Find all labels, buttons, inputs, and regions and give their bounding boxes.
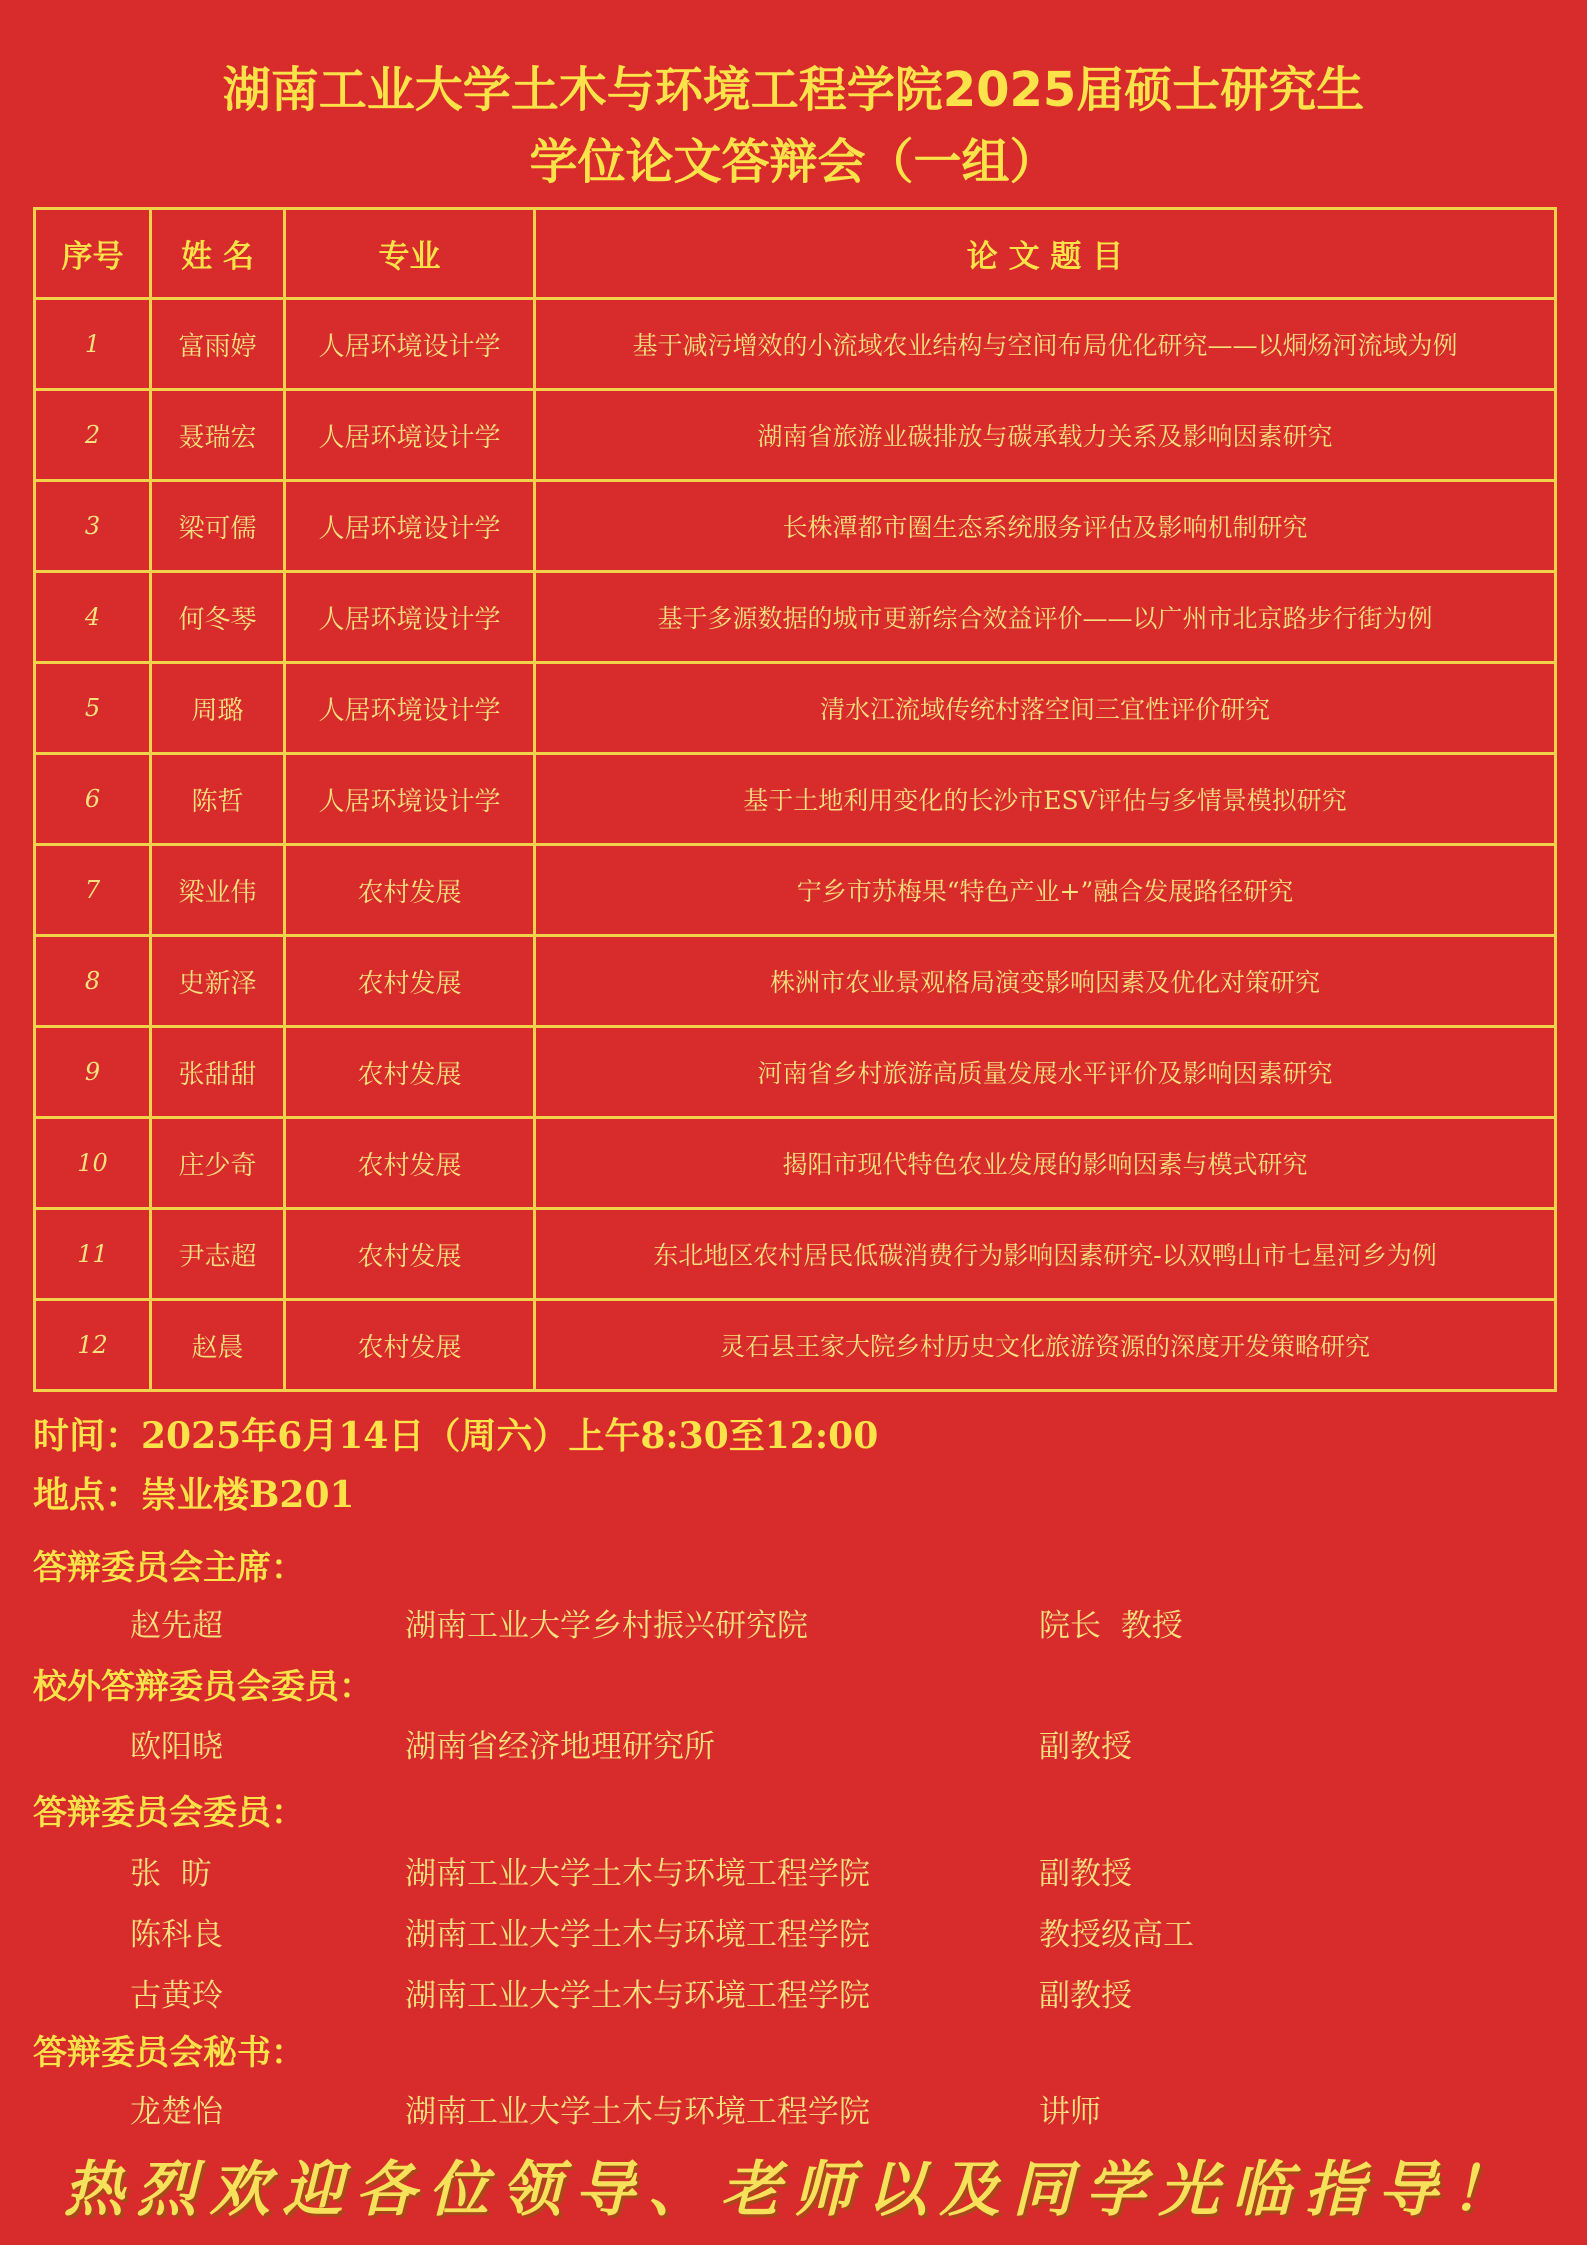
- member-organization: 湖南工业大学乡村振兴研究院: [405, 1608, 808, 1644]
- table-row: [35, 845, 1556, 936]
- page-subtitle: 学位论文答辩会（一组）: [529, 134, 1058, 190]
- student-major: 农村发展: [285, 936, 535, 1027]
- member-organization: 湖南工业大学土木与环境工程学院: [405, 1856, 870, 1892]
- thesis-title: 湖南省旅游业碳排放与碳承载力关系及影响因素研究: [535, 390, 1556, 481]
- student-name: 富雨婷: [151, 299, 285, 390]
- table-row: [35, 754, 1556, 845]
- table-header-row: [35, 209, 1556, 299]
- committee-member: [0, 1909, 1587, 1953]
- defense-schedule-table: [33, 207, 1557, 1392]
- member-title: 讲师: [1039, 2094, 1101, 2130]
- committee-member: [0, 1970, 1587, 2014]
- committee-heading: 答辩委员会秘书：: [33, 2033, 305, 2073]
- thesis-title: 株洲市农业景观格局演变影响因素及优化对策研究: [535, 936, 1556, 1027]
- table-row: [35, 1209, 1556, 1300]
- member-organization: 湖南工业大学土木与环境工程学院: [405, 2094, 870, 2130]
- student-major: 农村发展: [285, 1118, 535, 1209]
- student-name: 何冬琴: [151, 572, 285, 663]
- thesis-title: 灵石县王家大院乡村历史文化旅游资源的深度开发策略研究: [535, 1300, 1556, 1391]
- header-seq: 序号: [35, 209, 151, 299]
- table-row: [35, 481, 1556, 572]
- thesis-title: 宁乡市苏梅果“特色产业+”融合发展路径研究: [535, 845, 1556, 936]
- page-title: 湖南工业大学土木与环境工程学院2025届硕士研究生: [222, 62, 1365, 118]
- committee-heading: 答辩委员会主席：: [33, 1548, 305, 1588]
- student-major: 农村发展: [285, 845, 535, 936]
- student-name: 庄少奇: [151, 1118, 285, 1209]
- thesis-title: 长株潭都市圈生态系统服务评估及影响机制研究: [535, 481, 1556, 572]
- member-title: 教授级高工: [1039, 1917, 1194, 1953]
- student-major: 农村发展: [285, 1209, 535, 1300]
- student-name: 尹志超: [151, 1209, 285, 1300]
- row-seq: 5: [35, 663, 151, 754]
- committee-member: [0, 1721, 1587, 1765]
- thesis-title: 清水江流域传统村落空间三宜性评价研究: [535, 663, 1556, 754]
- row-seq: 10: [35, 1118, 151, 1209]
- student-major: 人居环境设计学: [285, 572, 535, 663]
- thesis-title: 基于土地利用变化的长沙市ESV评估与多情景模拟研究: [535, 754, 1556, 845]
- defense-place: 地点：崇业楼B201: [33, 1474, 355, 1516]
- student-name: 赵晨: [151, 1300, 285, 1391]
- student-name: 聂瑞宏: [151, 390, 285, 481]
- member-organization: 湖南工业大学土木与环境工程学院: [405, 1917, 870, 1953]
- committee-member: [0, 2086, 1587, 2130]
- table-row: [35, 1118, 1556, 1209]
- thesis-title: 基于减污增效的小流域农业结构与空间布局优化研究——以烔炀河流域为例: [535, 299, 1556, 390]
- student-name: 史新泽: [151, 936, 285, 1027]
- member-title: 院长 教授: [1039, 1608, 1183, 1644]
- student-name: 周璐: [151, 663, 285, 754]
- member-organization: 湖南工业大学土木与环境工程学院: [405, 1978, 870, 2014]
- student-name: 梁可儒: [151, 481, 285, 572]
- row-seq: 12: [35, 1300, 151, 1391]
- thesis-title: 东北地区农村居民低碳消费行为影响因素研究-以双鸭山市七星河乡为例: [535, 1209, 1556, 1300]
- row-seq: 2: [35, 390, 151, 481]
- table-row: [35, 1300, 1556, 1391]
- student-major: 人居环境设计学: [285, 663, 535, 754]
- student-major: 农村发展: [285, 1027, 535, 1118]
- thesis-title: 揭阳市现代特色农业发展的影响因素与模式研究: [535, 1118, 1556, 1209]
- member-name: 欧阳晓: [130, 1729, 223, 1765]
- thesis-title: 河南省乡村旅游高质量发展水平评价及影响因素研究: [535, 1027, 1556, 1118]
- student-name: 张甜甜: [151, 1027, 285, 1118]
- student-major: 人居环境设计学: [285, 481, 535, 572]
- row-seq: 7: [35, 845, 151, 936]
- student-major: 人居环境设计学: [285, 754, 535, 845]
- table-row: [35, 572, 1556, 663]
- student-major: 人居环境设计学: [285, 390, 535, 481]
- header-thesis-title: 论 文 题 目: [535, 209, 1556, 299]
- thesis-title: 基于多源数据的城市更新综合效益评价——以广州市北京路步行街为例: [535, 572, 1556, 663]
- table-row: [35, 663, 1556, 754]
- student-name: 梁业伟: [151, 845, 285, 936]
- member-name: 张 昉: [130, 1856, 212, 1892]
- table-row: [35, 936, 1556, 1027]
- member-name: 陈科良: [130, 1917, 223, 1953]
- row-seq: 11: [35, 1209, 151, 1300]
- welcome-banner: 热烈欢迎各位领导、老师以及同学光临指导！: [63, 2155, 1524, 2225]
- table-row: [35, 299, 1556, 390]
- committee-heading: 校外答辩委员会委员：: [33, 1667, 373, 1707]
- table-row: [35, 390, 1556, 481]
- row-seq: 3: [35, 481, 151, 572]
- member-name: 赵先超: [130, 1608, 223, 1644]
- header-name: 姓 名: [151, 209, 285, 299]
- table-row: [35, 1027, 1556, 1118]
- committee-member: [0, 1600, 1587, 1644]
- student-major: 人居环境设计学: [285, 299, 535, 390]
- member-name: 龙楚怡: [130, 2094, 223, 2130]
- member-organization: 湖南省经济地理研究所: [405, 1729, 715, 1765]
- row-seq: 6: [35, 754, 151, 845]
- committee-member: [0, 1848, 1587, 1892]
- committee-heading: 答辩委员会委员：: [33, 1793, 305, 1833]
- student-major: 农村发展: [285, 1300, 535, 1391]
- table-body: [35, 299, 1556, 1391]
- row-seq: 8: [35, 936, 151, 1027]
- member-title: 副教授: [1039, 1978, 1132, 2014]
- row-seq: 1: [35, 299, 151, 390]
- member-title: 副教授: [1039, 1729, 1132, 1765]
- row-seq: 4: [35, 572, 151, 663]
- row-seq: 9: [35, 1027, 151, 1118]
- header-major: 专业: [285, 209, 535, 299]
- member-name: 古黄玲: [130, 1978, 223, 2014]
- student-name: 陈哲: [151, 754, 285, 845]
- member-title: 副教授: [1039, 1856, 1132, 1892]
- defense-time: 时间：2025年6月14日（周六）上午8:30至12:00: [33, 1415, 879, 1457]
